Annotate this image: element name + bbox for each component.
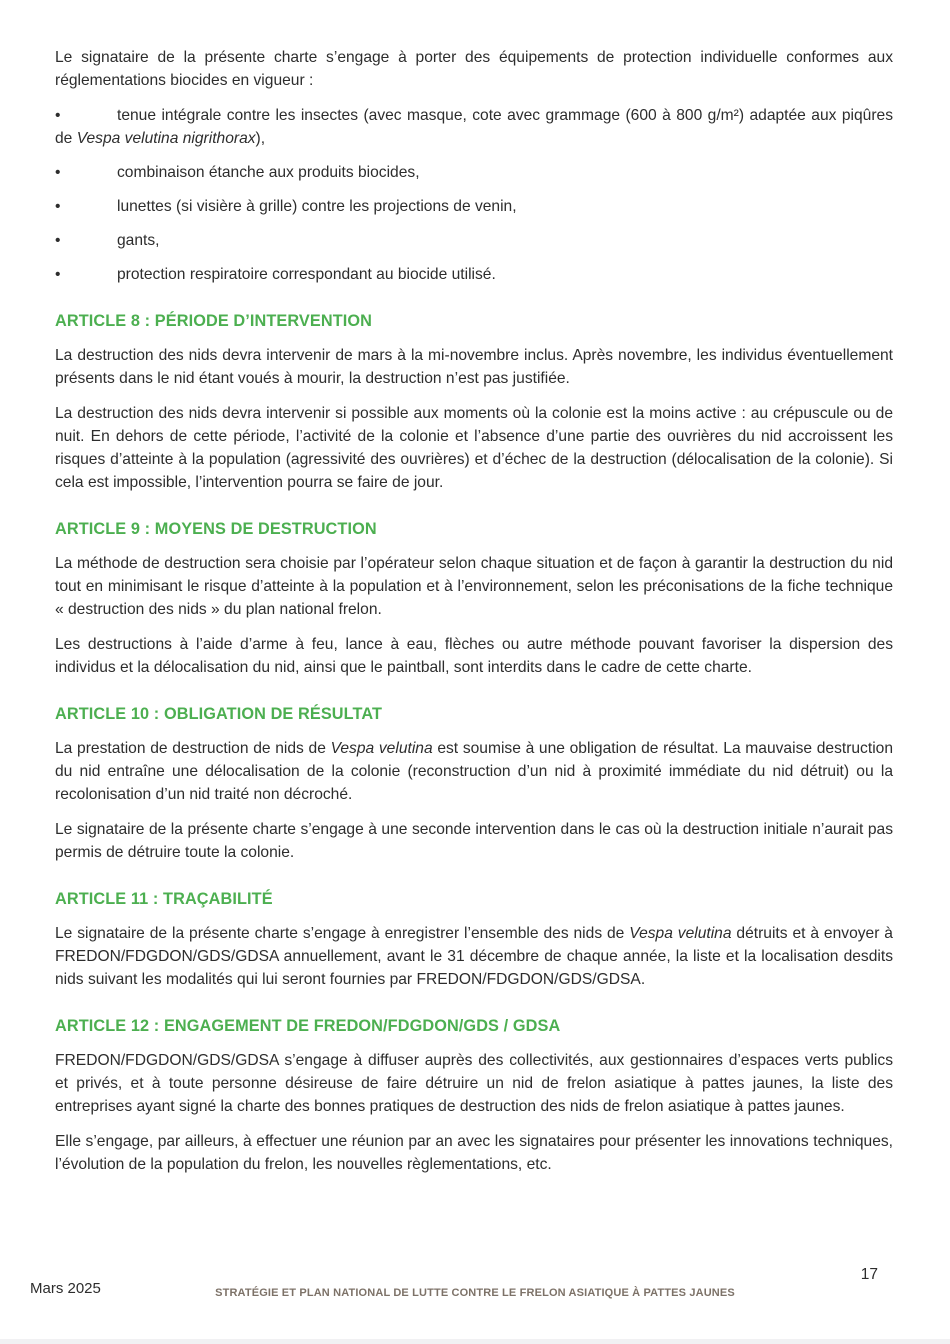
body-paragraph: Les destructions à l’aide d’arme à feu, lance à eau, flèches ou autre méthode pouvant favoriser la dispersion des individus et la délocalisation du nid, ainsi que le paintball, sont interdits dans le cadre de cette charte. <box>55 636 893 676</box>
bullet-list-item: • lunettes (si visière à grille) contre les projections de venin, <box>55 195 893 218</box>
page-bottom-edge <box>0 1339 950 1344</box>
body-paragraph: La destruction des nids devra intervenir si possible aux moments où la colonie est la moins active : au crépuscule ou de nuit. En dehors de cette période, l’activité de la colonie et l’absence d’une partie des ouvrières du nid accroissent les risques d’atteinte à la population (agressivité des ouvrières) et d’échec de la destruction (délocalisation de la colonie). Si cela est impossible, l’intervention pourra se faire de jour. <box>55 405 893 491</box>
bullet-icon: • <box>55 266 61 283</box>
bullet-icon: • <box>55 107 61 124</box>
body-paragraph: Le signataire de la présente charte s’engage à une seconde intervention dans le cas où la destruction initiale n’aurait pas permis de détruire toute la colonie. <box>55 821 893 861</box>
article-heading: ARTICLE 10 : OBLIGATION DE RÉSULTAT <box>55 705 383 723</box>
bullet-list-item: • gants, <box>55 229 893 252</box>
bullet-list-item: • combinaison étanche aux produits biocides, <box>55 161 893 184</box>
bullet-list-item: • tenue intégrale contre les insectes (avec masque, cote avec grammage (600 à 800 g/m²) adaptée aux piqûres de Vespa velutina nigrithorax), <box>55 104 893 150</box>
article-heading: ARTICLE 8 : PÉRIODE D’INTERVENTION <box>55 312 372 330</box>
italic-species-name: Vespa velutina <box>330 740 433 757</box>
footer-running-title: STRATÉGIE ET PLAN NATIONAL DE LUTTE CONTRE LE FRELON ASIATIQUE À PATTES JAUNES <box>215 1287 735 1299</box>
page-number: 17 <box>860 1266 878 1283</box>
body-paragraph: Le signataire de la présente charte s’engage à enregistrer l’ensemble des nids de Vespa velutina détruits et à envoyer à FREDON/FDGDON/GDS/GDSA annuellement, avant le 31 décembre de chaque année, la liste et la localisation desdits nids suivant les modalités qui lui seront fournies par FREDON/FDGDON/GDS/GDSA. <box>55 925 893 988</box>
body-paragraph: Le signataire de la présente charte s’engage à porter des équipements de protection individuelle conformes aux réglementations biocides en vigueur : <box>55 49 893 89</box>
document-body <box>55 46 893 1188</box>
bullet-list-item: • protection respiratoire correspondant au biocide utilisé. <box>55 263 893 286</box>
italic-species-name: Vespa velutina <box>629 925 732 942</box>
article-heading: ARTICLE 9 : MOYENS DE DESTRUCTION <box>55 520 377 538</box>
italic-species-name: Vespa velutina nigrithorax <box>76 130 256 147</box>
bullet-icon: • <box>55 164 61 181</box>
body-paragraph: La destruction des nids devra intervenir de mars à la mi-novembre inclus. Après novembre, les individus éventuellement présents dans le nid étant voués à mourir, la destruction n’est pas justifiée. <box>55 347 893 387</box>
bullet-icon: • <box>55 232 61 249</box>
body-paragraph: La prestation de destruction de nids de Vespa velutina est soumise à une obligation de résultat. La mauvaise destruction du nid entraîne une délocalisation de la colonie (reconstruction d’un nid à proximité immédiate du nid détruit) ou la recolonisation d’un nid traité non décroché. <box>55 740 894 803</box>
article-heading: ARTICLE 12 : ENGAGEMENT DE FREDON/FDGDON/GDS / GDSA <box>55 1017 561 1035</box>
body-paragraph: La méthode de destruction sera choisie par l’opérateur selon chaque situation et de façon à garantir la destruction du nid tout en minimisant le risque d’atteinte à la population et à l’environnement, selon les préconisations de la fiche technique « destruction des nids » du plan national frelon. <box>55 555 893 618</box>
body-paragraph: FREDON/FDGDON/GDS/GDSA s’engage à diffuser auprès des collectivités, aux gestionnaires d’espaces verts publics et privés, et à toute personne désireuse de faire détruire un nid de frelon asiatique à pattes jaunes, la liste des entreprises ayant signé la charte des bonnes pratiques de destruction des nids de frelon asiatique à pattes jaunes. <box>55 1052 893 1115</box>
article-heading: ARTICLE 11 : TRAÇABILITÉ <box>55 890 273 908</box>
footer-date: Mars 2025 <box>30 1280 101 1297</box>
bullet-icon: • <box>55 198 61 215</box>
body-paragraph: Elle s’engage, par ailleurs, à effectuer une réunion par an avec les signataires pour présenter les innovations techniques, l’évolution de la population du frelon, les nouvelles règlementations, etc. <box>55 1133 893 1173</box>
